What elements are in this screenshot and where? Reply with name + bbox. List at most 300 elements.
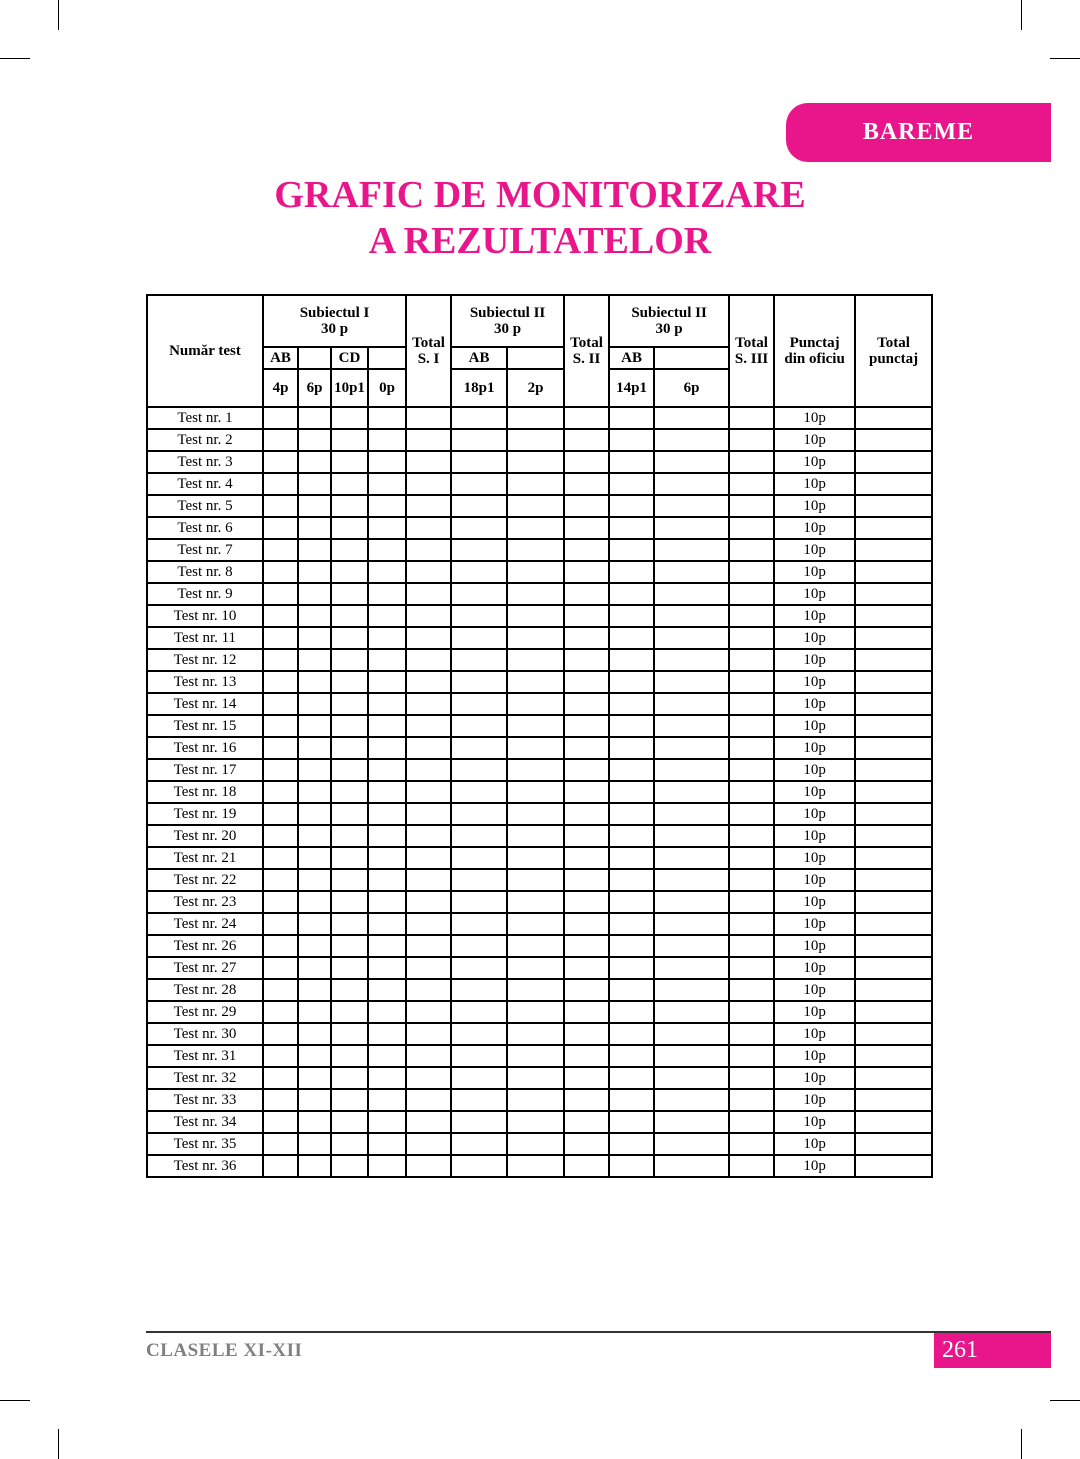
score-cell[interactable] — [654, 935, 729, 957]
score-cell[interactable] — [368, 1045, 406, 1067]
score-cell[interactable] — [263, 451, 298, 473]
score-cell[interactable] — [298, 671, 331, 693]
score-cell[interactable] — [654, 891, 729, 913]
score-cell[interactable] — [564, 583, 609, 605]
total-punctaj-cell[interactable] — [855, 935, 932, 957]
score-cell[interactable] — [729, 1023, 774, 1045]
score-cell[interactable] — [654, 517, 729, 539]
total-punctaj-cell[interactable] — [855, 1155, 932, 1177]
total-punctaj-cell[interactable] — [855, 869, 932, 891]
score-cell[interactable] — [263, 1089, 298, 1111]
score-cell[interactable] — [406, 429, 451, 451]
total-punctaj-cell[interactable] — [855, 759, 932, 781]
score-cell[interactable] — [298, 1067, 331, 1089]
score-cell[interactable] — [406, 847, 451, 869]
score-cell[interactable] — [507, 429, 564, 451]
score-cell[interactable] — [729, 935, 774, 957]
score-cell[interactable] — [406, 1023, 451, 1045]
score-cell[interactable] — [654, 1089, 729, 1111]
score-cell[interactable] — [298, 979, 331, 1001]
score-cell[interactable] — [298, 1045, 331, 1067]
score-cell[interactable] — [729, 627, 774, 649]
score-cell[interactable] — [507, 583, 564, 605]
score-cell[interactable] — [263, 1001, 298, 1023]
score-cell[interactable] — [609, 1133, 654, 1155]
score-cell[interactable] — [331, 539, 368, 561]
score-cell[interactable] — [654, 1045, 729, 1067]
score-cell[interactable] — [406, 759, 451, 781]
score-cell[interactable] — [298, 1133, 331, 1155]
score-cell[interactable] — [451, 1001, 507, 1023]
score-cell[interactable] — [564, 451, 609, 473]
total-punctaj-cell[interactable] — [855, 693, 932, 715]
score-cell[interactable] — [368, 407, 406, 429]
score-cell[interactable] — [564, 803, 609, 825]
score-cell[interactable] — [451, 1133, 507, 1155]
total-punctaj-cell[interactable] — [855, 1067, 932, 1089]
score-cell[interactable] — [654, 1067, 729, 1089]
score-cell[interactable] — [507, 495, 564, 517]
score-cell[interactable] — [451, 539, 507, 561]
score-cell[interactable] — [406, 715, 451, 737]
score-cell[interactable] — [564, 869, 609, 891]
score-cell[interactable] — [298, 495, 331, 517]
total-punctaj-cell[interactable] — [855, 1111, 932, 1133]
score-cell[interactable] — [406, 1001, 451, 1023]
score-cell[interactable] — [298, 759, 331, 781]
score-cell[interactable] — [451, 1089, 507, 1111]
score-cell[interactable] — [654, 781, 729, 803]
score-cell[interactable] — [729, 451, 774, 473]
score-cell[interactable] — [406, 781, 451, 803]
total-punctaj-cell[interactable] — [855, 1045, 932, 1067]
score-cell[interactable] — [368, 583, 406, 605]
score-cell[interactable] — [263, 737, 298, 759]
score-cell[interactable] — [729, 693, 774, 715]
total-punctaj-cell[interactable] — [855, 561, 932, 583]
score-cell[interactable] — [564, 1067, 609, 1089]
score-cell[interactable] — [451, 1111, 507, 1133]
score-cell[interactable] — [507, 957, 564, 979]
score-cell[interactable] — [406, 825, 451, 847]
score-cell[interactable] — [654, 539, 729, 561]
score-cell[interactable] — [298, 649, 331, 671]
score-cell[interactable] — [507, 1111, 564, 1133]
score-cell[interactable] — [368, 979, 406, 1001]
score-cell[interactable] — [729, 781, 774, 803]
score-cell[interactable] — [451, 957, 507, 979]
score-cell[interactable] — [654, 1155, 729, 1177]
score-cell[interactable] — [368, 913, 406, 935]
score-cell[interactable] — [331, 1089, 368, 1111]
score-cell[interactable] — [331, 825, 368, 847]
score-cell[interactable] — [331, 869, 368, 891]
score-cell[interactable] — [406, 561, 451, 583]
score-cell[interactable] — [609, 539, 654, 561]
score-cell[interactable] — [654, 869, 729, 891]
score-cell[interactable] — [263, 627, 298, 649]
score-cell[interactable] — [729, 473, 774, 495]
score-cell[interactable] — [406, 495, 451, 517]
score-cell[interactable] — [564, 627, 609, 649]
score-cell[interactable] — [331, 715, 368, 737]
score-cell[interactable] — [368, 737, 406, 759]
score-cell[interactable] — [654, 1133, 729, 1155]
total-punctaj-cell[interactable] — [855, 957, 932, 979]
score-cell[interactable] — [406, 649, 451, 671]
score-cell[interactable] — [451, 913, 507, 935]
score-cell[interactable] — [451, 517, 507, 539]
score-cell[interactable] — [654, 451, 729, 473]
score-cell[interactable] — [507, 605, 564, 627]
score-cell[interactable] — [298, 407, 331, 429]
score-cell[interactable] — [564, 935, 609, 957]
score-cell[interactable] — [263, 561, 298, 583]
score-cell[interactable] — [331, 649, 368, 671]
score-cell[interactable] — [451, 583, 507, 605]
score-cell[interactable] — [729, 847, 774, 869]
score-cell[interactable] — [609, 407, 654, 429]
score-cell[interactable] — [263, 1045, 298, 1067]
score-cell[interactable] — [451, 825, 507, 847]
score-cell[interactable] — [564, 979, 609, 1001]
score-cell[interactable] — [654, 1001, 729, 1023]
score-cell[interactable] — [298, 539, 331, 561]
score-cell[interactable] — [331, 1133, 368, 1155]
score-cell[interactable] — [654, 803, 729, 825]
score-cell[interactable] — [298, 1001, 331, 1023]
score-cell[interactable] — [298, 869, 331, 891]
score-cell[interactable] — [729, 539, 774, 561]
score-cell[interactable] — [451, 671, 507, 693]
score-cell[interactable] — [609, 957, 654, 979]
total-punctaj-cell[interactable] — [855, 1133, 932, 1155]
score-cell[interactable] — [368, 1111, 406, 1133]
score-cell[interactable] — [564, 539, 609, 561]
score-cell[interactable] — [654, 715, 729, 737]
score-cell[interactable] — [507, 671, 564, 693]
total-punctaj-cell[interactable] — [855, 715, 932, 737]
score-cell[interactable] — [368, 649, 406, 671]
score-cell[interactable] — [609, 693, 654, 715]
score-cell[interactable] — [368, 429, 406, 451]
score-cell[interactable] — [654, 407, 729, 429]
score-cell[interactable] — [331, 1023, 368, 1045]
score-cell[interactable] — [564, 781, 609, 803]
score-cell[interactable] — [654, 1023, 729, 1045]
score-cell[interactable] — [451, 737, 507, 759]
score-cell[interactable] — [263, 517, 298, 539]
score-cell[interactable] — [263, 495, 298, 517]
score-cell[interactable] — [406, 737, 451, 759]
score-cell[interactable] — [729, 1067, 774, 1089]
score-cell[interactable] — [654, 913, 729, 935]
score-cell[interactable] — [451, 561, 507, 583]
score-cell[interactable] — [564, 1001, 609, 1023]
score-cell[interactable] — [263, 539, 298, 561]
score-cell[interactable] — [507, 759, 564, 781]
score-cell[interactable] — [331, 1045, 368, 1067]
score-cell[interactable] — [654, 979, 729, 1001]
score-cell[interactable] — [451, 759, 507, 781]
score-cell[interactable] — [406, 1133, 451, 1155]
score-cell[interactable] — [609, 1155, 654, 1177]
score-cell[interactable] — [368, 671, 406, 693]
score-cell[interactable] — [609, 1045, 654, 1067]
score-cell[interactable] — [406, 913, 451, 935]
score-cell[interactable] — [564, 715, 609, 737]
score-cell[interactable] — [406, 693, 451, 715]
score-cell[interactable] — [507, 1067, 564, 1089]
score-cell[interactable] — [298, 605, 331, 627]
score-cell[interactable] — [507, 473, 564, 495]
score-cell[interactable] — [298, 1089, 331, 1111]
score-cell[interactable] — [331, 1067, 368, 1089]
score-cell[interactable] — [654, 1111, 729, 1133]
score-cell[interactable] — [609, 781, 654, 803]
score-cell[interactable] — [564, 1155, 609, 1177]
score-cell[interactable] — [564, 759, 609, 781]
score-cell[interactable] — [298, 583, 331, 605]
score-cell[interactable] — [331, 891, 368, 913]
score-cell[interactable] — [406, 539, 451, 561]
score-cell[interactable] — [368, 759, 406, 781]
score-cell[interactable] — [263, 693, 298, 715]
score-cell[interactable] — [507, 737, 564, 759]
score-cell[interactable] — [368, 891, 406, 913]
score-cell[interactable] — [263, 1067, 298, 1089]
score-cell[interactable] — [298, 1111, 331, 1133]
score-cell[interactable] — [263, 847, 298, 869]
score-cell[interactable] — [368, 825, 406, 847]
total-punctaj-cell[interactable] — [855, 473, 932, 495]
score-cell[interactable] — [564, 847, 609, 869]
score-cell[interactable] — [564, 671, 609, 693]
score-cell[interactable] — [564, 737, 609, 759]
score-cell[interactable] — [298, 1023, 331, 1045]
total-punctaj-cell[interactable] — [855, 979, 932, 1001]
score-cell[interactable] — [406, 583, 451, 605]
score-cell[interactable] — [609, 869, 654, 891]
score-cell[interactable] — [331, 1111, 368, 1133]
total-punctaj-cell[interactable] — [855, 1089, 932, 1111]
score-cell[interactable] — [263, 803, 298, 825]
score-cell[interactable] — [368, 781, 406, 803]
score-cell[interactable] — [298, 781, 331, 803]
score-cell[interactable] — [368, 847, 406, 869]
score-cell[interactable] — [451, 1155, 507, 1177]
score-cell[interactable] — [451, 979, 507, 1001]
score-cell[interactable] — [298, 473, 331, 495]
score-cell[interactable] — [729, 1133, 774, 1155]
score-cell[interactable] — [298, 957, 331, 979]
score-cell[interactable] — [298, 715, 331, 737]
score-cell[interactable] — [564, 495, 609, 517]
score-cell[interactable] — [331, 495, 368, 517]
score-cell[interactable] — [451, 429, 507, 451]
score-cell[interactable] — [729, 715, 774, 737]
score-cell[interactable] — [564, 429, 609, 451]
score-cell[interactable] — [729, 1155, 774, 1177]
score-cell[interactable] — [564, 913, 609, 935]
score-cell[interactable] — [263, 869, 298, 891]
score-cell[interactable] — [451, 847, 507, 869]
score-cell[interactable] — [368, 869, 406, 891]
score-cell[interactable] — [368, 693, 406, 715]
score-cell[interactable] — [609, 495, 654, 517]
score-cell[interactable] — [609, 1067, 654, 1089]
total-punctaj-cell[interactable] — [855, 1023, 932, 1045]
score-cell[interactable] — [564, 649, 609, 671]
score-cell[interactable] — [368, 957, 406, 979]
score-cell[interactable] — [368, 935, 406, 957]
score-cell[interactable] — [331, 693, 368, 715]
score-cell[interactable] — [654, 495, 729, 517]
score-cell[interactable] — [507, 847, 564, 869]
score-cell[interactable] — [368, 803, 406, 825]
total-punctaj-cell[interactable] — [855, 781, 932, 803]
score-cell[interactable] — [729, 429, 774, 451]
score-cell[interactable] — [507, 649, 564, 671]
score-cell[interactable] — [263, 825, 298, 847]
score-cell[interactable] — [507, 781, 564, 803]
score-cell[interactable] — [298, 935, 331, 957]
total-punctaj-cell[interactable] — [855, 847, 932, 869]
score-cell[interactable] — [406, 671, 451, 693]
score-cell[interactable] — [729, 891, 774, 913]
score-cell[interactable] — [298, 429, 331, 451]
score-cell[interactable] — [507, 407, 564, 429]
score-cell[interactable] — [331, 979, 368, 1001]
score-cell[interactable] — [609, 605, 654, 627]
score-cell[interactable] — [451, 1023, 507, 1045]
score-cell[interactable] — [331, 583, 368, 605]
score-cell[interactable] — [507, 979, 564, 1001]
score-cell[interactable] — [451, 935, 507, 957]
total-punctaj-cell[interactable] — [855, 671, 932, 693]
score-cell[interactable] — [368, 517, 406, 539]
score-cell[interactable] — [507, 1089, 564, 1111]
score-cell[interactable] — [263, 473, 298, 495]
score-cell[interactable] — [609, 979, 654, 1001]
score-cell[interactable] — [331, 1001, 368, 1023]
total-punctaj-cell[interactable] — [855, 583, 932, 605]
score-cell[interactable] — [507, 1023, 564, 1045]
score-cell[interactable] — [263, 891, 298, 913]
score-cell[interactable] — [406, 869, 451, 891]
score-cell[interactable] — [368, 1023, 406, 1045]
score-cell[interactable] — [654, 429, 729, 451]
total-punctaj-cell[interactable] — [855, 891, 932, 913]
score-cell[interactable] — [406, 935, 451, 957]
score-cell[interactable] — [331, 561, 368, 583]
score-cell[interactable] — [564, 473, 609, 495]
score-cell[interactable] — [368, 627, 406, 649]
score-cell[interactable] — [263, 649, 298, 671]
score-cell[interactable] — [331, 627, 368, 649]
score-cell[interactable] — [729, 979, 774, 1001]
score-cell[interactable] — [654, 737, 729, 759]
score-cell[interactable] — [263, 1133, 298, 1155]
score-cell[interactable] — [368, 1001, 406, 1023]
score-cell[interactable] — [564, 1089, 609, 1111]
score-cell[interactable] — [609, 1089, 654, 1111]
score-cell[interactable] — [654, 957, 729, 979]
score-cell[interactable] — [263, 913, 298, 935]
score-cell[interactable] — [263, 935, 298, 957]
score-cell[interactable] — [263, 1111, 298, 1133]
score-cell[interactable] — [263, 429, 298, 451]
score-cell[interactable] — [729, 913, 774, 935]
score-cell[interactable] — [331, 1155, 368, 1177]
score-cell[interactable] — [609, 891, 654, 913]
score-cell[interactable] — [507, 539, 564, 561]
score-cell[interactable] — [263, 781, 298, 803]
score-cell[interactable] — [609, 429, 654, 451]
score-cell[interactable] — [507, 451, 564, 473]
score-cell[interactable] — [298, 825, 331, 847]
total-punctaj-cell[interactable] — [855, 495, 932, 517]
score-cell[interactable] — [298, 913, 331, 935]
score-cell[interactable] — [564, 957, 609, 979]
score-cell[interactable] — [564, 561, 609, 583]
score-cell[interactable] — [654, 561, 729, 583]
score-cell[interactable] — [729, 407, 774, 429]
score-cell[interactable] — [564, 1045, 609, 1067]
score-cell[interactable] — [406, 627, 451, 649]
score-cell[interactable] — [507, 891, 564, 913]
score-cell[interactable] — [609, 451, 654, 473]
score-cell[interactable] — [654, 473, 729, 495]
score-cell[interactable] — [368, 1133, 406, 1155]
score-cell[interactable] — [654, 759, 729, 781]
score-cell[interactable] — [331, 671, 368, 693]
score-cell[interactable] — [263, 1023, 298, 1045]
score-cell[interactable] — [729, 1001, 774, 1023]
score-cell[interactable] — [609, 847, 654, 869]
score-cell[interactable] — [564, 1111, 609, 1133]
score-cell[interactable] — [406, 803, 451, 825]
score-cell[interactable] — [263, 715, 298, 737]
score-cell[interactable] — [729, 1045, 774, 1067]
score-cell[interactable] — [263, 957, 298, 979]
score-cell[interactable] — [406, 979, 451, 1001]
score-cell[interactable] — [564, 825, 609, 847]
score-cell[interactable] — [406, 1045, 451, 1067]
score-cell[interactable] — [331, 517, 368, 539]
score-cell[interactable] — [729, 869, 774, 891]
total-punctaj-cell[interactable] — [855, 451, 932, 473]
score-cell[interactable] — [263, 671, 298, 693]
score-cell[interactable] — [331, 935, 368, 957]
score-cell[interactable] — [654, 649, 729, 671]
score-cell[interactable] — [368, 451, 406, 473]
score-cell[interactable] — [263, 605, 298, 627]
score-cell[interactable] — [451, 1067, 507, 1089]
score-cell[interactable] — [564, 605, 609, 627]
score-cell[interactable] — [331, 957, 368, 979]
score-cell[interactable] — [298, 803, 331, 825]
score-cell[interactable] — [507, 1001, 564, 1023]
score-cell[interactable] — [406, 473, 451, 495]
score-cell[interactable] — [406, 1155, 451, 1177]
score-cell[interactable] — [729, 517, 774, 539]
score-cell[interactable] — [368, 1089, 406, 1111]
score-cell[interactable] — [609, 825, 654, 847]
score-cell[interactable] — [406, 957, 451, 979]
total-punctaj-cell[interactable] — [855, 649, 932, 671]
score-cell[interactable] — [564, 891, 609, 913]
